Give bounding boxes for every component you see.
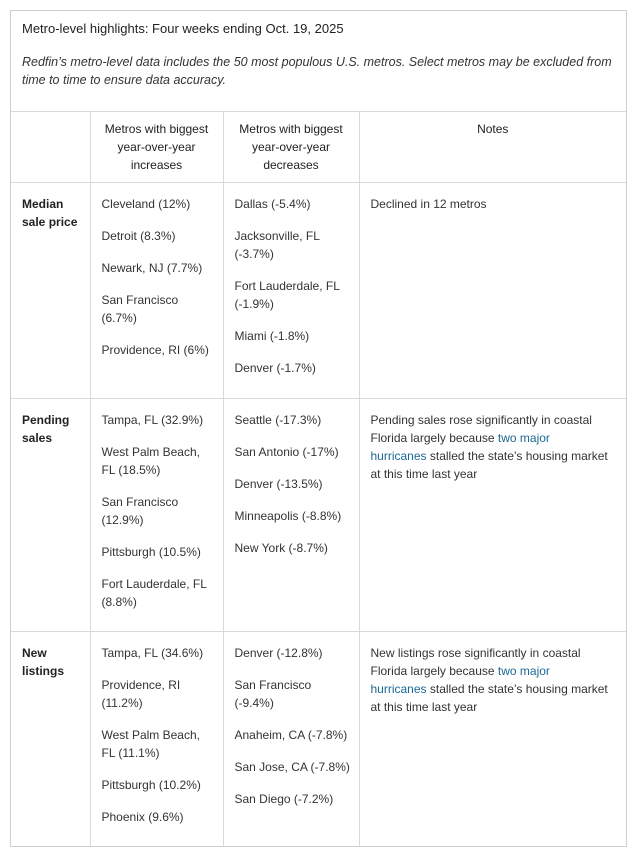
decreases-cell bbox=[223, 632, 359, 847]
list-item: Denver (-1.7%) bbox=[234, 361, 316, 375]
notes-cell bbox=[359, 399, 626, 632]
table-row-median-sale-price bbox=[11, 183, 626, 399]
notes-after: stalled the state’s housing market at this time last year bbox=[370, 449, 608, 481]
notes-text bbox=[371, 195, 619, 213]
list-item: Anaheim, CA (-7.8%) bbox=[234, 728, 348, 742]
column-header-decreases: Metros with biggest year-over-year decreases bbox=[223, 112, 359, 183]
list-item: Detroit (8.3%) bbox=[101, 229, 176, 243]
list-item: Cleveland (12%) bbox=[101, 197, 191, 211]
list-item: New York (-8.7%) bbox=[234, 541, 328, 555]
list-item: West Palm Beach, FL (11.1%) bbox=[101, 728, 200, 760]
column-header-row bbox=[11, 112, 626, 183]
decreases-cell bbox=[223, 183, 359, 399]
list-item: San Diego (-7.2%) bbox=[234, 792, 334, 806]
list-item: Tampa, FL (32.9%) bbox=[101, 413, 204, 427]
list-item: Jacksonville, FL (-3.7%) bbox=[234, 229, 320, 261]
table-note: Redfin’s metro-level data includes the 50 most populous U.S. metros. Select metros may be excluded from time to time to ensure data accuracy. bbox=[22, 55, 612, 87]
list-item: San Francisco (12.9%) bbox=[101, 495, 179, 527]
notes-cell bbox=[359, 632, 626, 847]
list-item: Seattle (-17.3%) bbox=[234, 413, 322, 427]
list-item: Pittsburgh (10.5%) bbox=[101, 545, 201, 559]
list-item: Minneapolis (-8.8%) bbox=[234, 509, 342, 523]
list-item: Fort Lauderdale, FL (-1.9%) bbox=[234, 279, 340, 311]
list-item: Fort Lauderdale, FL (8.8%) bbox=[101, 577, 207, 609]
list-item: Newark, NJ (7.7%) bbox=[101, 261, 203, 275]
highlights-table-container bbox=[10, 10, 627, 847]
decreases-cell bbox=[223, 399, 359, 632]
column-header-notes: Notes bbox=[359, 112, 626, 183]
column-header-empty bbox=[11, 112, 90, 183]
hurricanes-link[interactable]: two major hurricanes bbox=[370, 664, 550, 696]
notes-text bbox=[371, 411, 619, 483]
notes-before: New listings rose significantly in coastal Florida largely because bbox=[370, 646, 581, 678]
notes-after: stalled the state’s housing market at this time last year bbox=[370, 682, 608, 714]
metro-highlights-table bbox=[11, 111, 626, 847]
table-row-pending-sales bbox=[11, 399, 626, 632]
list-item: Pittsburgh (10.2%) bbox=[101, 778, 201, 792]
notes-text bbox=[371, 644, 619, 716]
list-item: Providence, RI (11.2%) bbox=[101, 678, 181, 710]
increases-cell bbox=[90, 183, 223, 399]
list-item: San Jose, CA (-7.8%) bbox=[234, 760, 350, 774]
notes-before: Pending sales rose significantly in coastal Florida largely because bbox=[370, 413, 592, 445]
increases-cell bbox=[90, 632, 223, 847]
row-label: Pending sales bbox=[11, 399, 90, 632]
row-label: New listings bbox=[11, 632, 90, 847]
list-item: Phoenix (9.6%) bbox=[101, 810, 184, 824]
list-item: San Francisco (6.7%) bbox=[101, 293, 179, 325]
table-header-section bbox=[11, 11, 626, 112]
list-item: Dallas (-5.4%) bbox=[234, 197, 311, 211]
notes-cell bbox=[359, 183, 626, 399]
list-item: Denver (-12.8%) bbox=[234, 646, 323, 660]
list-item: San Antonio (-17%) bbox=[234, 445, 339, 459]
table-title: Metro-level highlights: Four weeks ending Oct. 19, 2025 bbox=[22, 21, 344, 36]
list-item: Tampa, FL (34.6%) bbox=[101, 646, 204, 660]
hurricanes-link[interactable]: two major hurricanes bbox=[370, 431, 550, 463]
notes-before: Declined in 12 metros bbox=[370, 197, 487, 211]
list-item: Denver (-13.5%) bbox=[234, 477, 323, 491]
column-header-increases: Metros with biggest year-over-year increases bbox=[90, 112, 223, 183]
list-item: San Francisco (-9.4%) bbox=[234, 678, 312, 710]
increases-cell bbox=[90, 399, 223, 632]
table-row-new-listings bbox=[11, 632, 626, 847]
list-item: Miami (-1.8%) bbox=[234, 329, 310, 343]
row-label: Median sale price bbox=[11, 183, 90, 399]
list-item: West Palm Beach, FL (18.5%) bbox=[101, 445, 200, 477]
list-item: Providence, RI (6%) bbox=[101, 343, 209, 357]
